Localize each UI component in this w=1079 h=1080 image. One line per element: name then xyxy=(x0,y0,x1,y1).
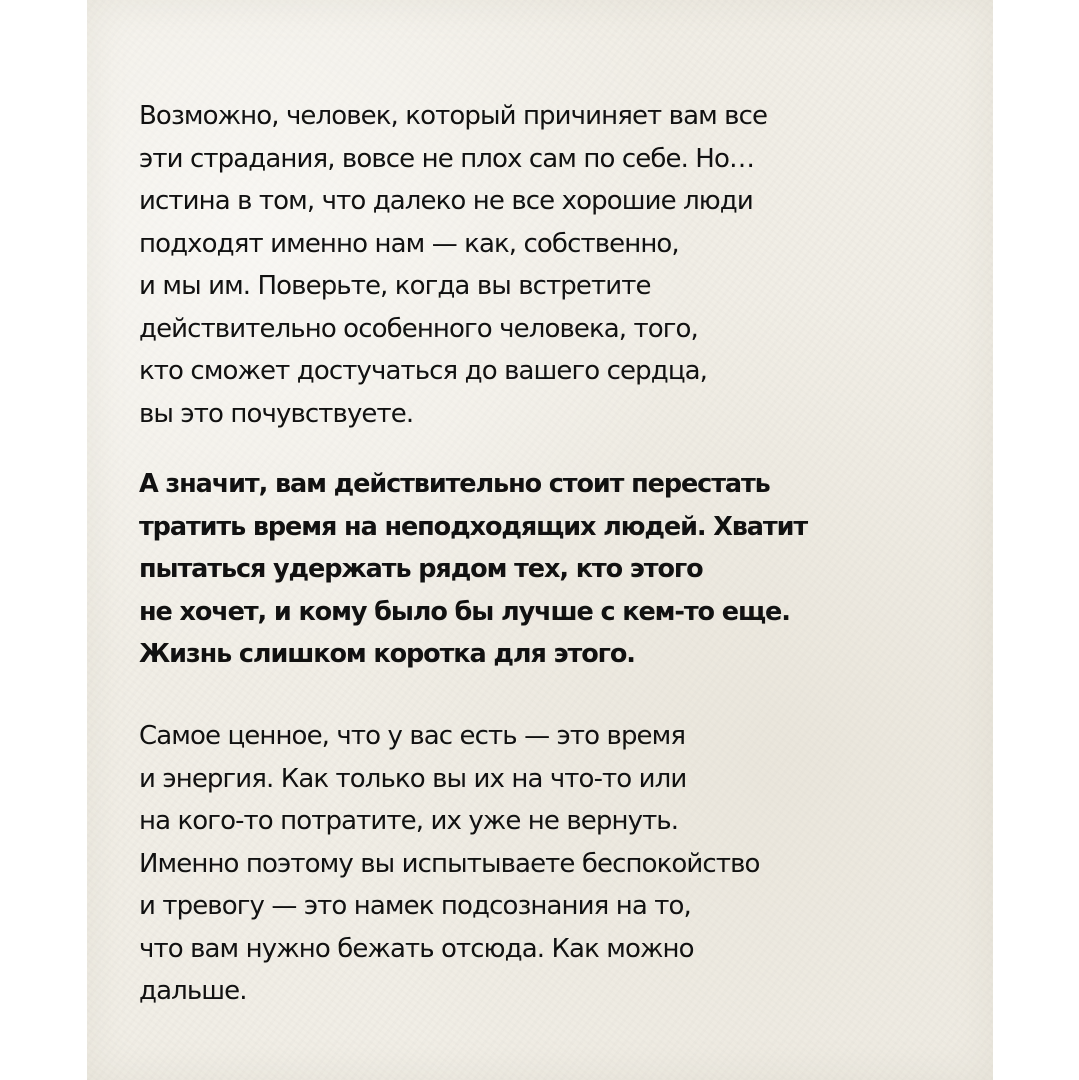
text-line: Именно поэтому вы испытываете беспокойство xyxy=(139,848,760,879)
text-line: А значит, вам действительно стоит перестать xyxy=(139,469,770,499)
text-line: дальше. xyxy=(139,976,247,1006)
text-line: Возможно, человек, который причиняет вам все xyxy=(139,101,768,131)
text-line: и мы им. Поверьте, когда вы встретите xyxy=(139,271,651,301)
text-line: Самое ценное, что у вас есть — это время xyxy=(139,721,686,751)
paragraph-emphasis xyxy=(139,463,807,676)
text-line: эти страдания, вовсе не плох сам по себе. Но… xyxy=(139,143,755,174)
text-line: истина в том, что далеко не все хорошие люди xyxy=(139,186,753,216)
text-line: вы это почувствуете. xyxy=(139,398,414,429)
text-line: тратить время на неподходящих людей. Хватит xyxy=(139,511,808,542)
text-line: не хочет, и кому было бы лучше с кем-то еще. xyxy=(139,596,790,627)
text-line: подходят именно нам — как, собственно, xyxy=(139,228,679,259)
text-line: на кого-то потратите, их уже не вернуть. xyxy=(139,806,679,836)
text-line: что вам нужно бежать отсюда. Как можно xyxy=(139,933,694,964)
paragraph-intro xyxy=(139,95,767,435)
text-line: и тревогу — это намек подсознания на то, xyxy=(139,891,691,921)
text-line: кто сможет достучаться до вашего сердца, xyxy=(139,356,708,386)
text-line: Жизнь слишком коротка для этого. xyxy=(139,639,635,669)
text-line: пытаться удержать рядом тех, кто этого xyxy=(139,554,703,584)
text-line: и энергия. Как только вы их на что-то или xyxy=(139,763,687,794)
text-line: действительно особенного человека, того, xyxy=(139,313,698,344)
paragraph-conclusion xyxy=(139,715,760,1013)
